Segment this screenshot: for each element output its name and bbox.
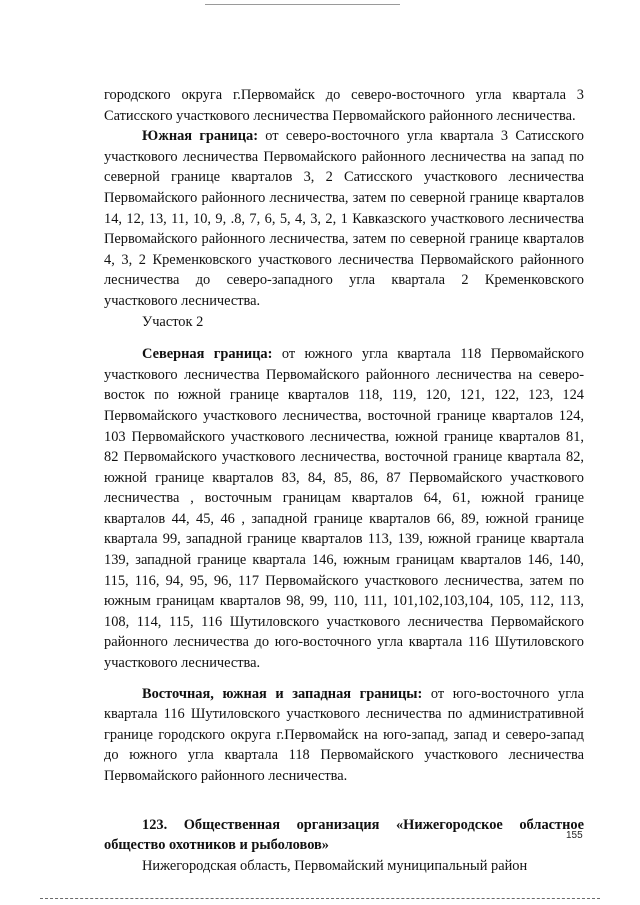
paragraph-east-south-west-borders (104, 684, 584, 787)
organization-heading-text: 123. Общественная организация «Нижегородское областное общество охотников и рыболовов» (104, 816, 584, 854)
paragraph-north-border (104, 344, 584, 674)
paragraph-continuation (104, 85, 584, 126)
paragraph-text: от юго-восточного угла квартала 116 Шутиловского участкового лесничества по административной границе городского округа г.Первомайск на юго-запад, запад и северо-запад до южного угла квартала 118 Первомайского участкового лесничества Первомайского районного лесничества. (104, 685, 584, 784)
bottom-scan-rule (40, 898, 600, 899)
paragraph-region (104, 856, 584, 877)
paragraph-text: от северо-восточного угла квартала 3 Сатисского участкового лесничества Первомайского районного лесничества на запад по северной границе кварталов 3, 2 Сатисского участкового лесничества Первомайского районного лесничества, затем по северной границе кварталов 14, 12, 13, 11, 10, 9, .8, 7, 6, 5, 4, 3, 2, 1 Кавказского участкового лесничества Первомайского районного лесничества, затем по северной границе кварталов 4, 3, 2 Кременковского участкового лесничества Первомайского районного лесничества до северо-западного угла квартала 2 Кременковского участкового лесничества. (104, 128, 584, 309)
document-body (104, 85, 584, 876)
paragraph-text: от южного угла квартала 118 Первомайского участкового лесничества Первомайского районного лесничества на северо-восток по южной границе кварталов 118, 119, 120, 121, 122, 123, 124 Первомайского участкового лесничества, восточной границе кварталов 124, 103 Первомайского участкового лесничества, южной границе кварталов 81, 82 Первомайского участкового лесничества, восточной границе квартала 82, южной границе кварталов 83, 84, 85, 86, 87 Первомайского участкового лесничества , восточным границам кварталов 64, 61, южной границе кварталов 44, 45, 46 , западной границе кварталов 66, 89, южной границе квартала 99, западной границе кварталов 113, 139, южной границе квартала 139, западной границе квартала 146, южным границам кварталов 146, 140, 115, 116, 94, 95, 96, 117 Первомайского участкового лесничества, затем по южным границам кварталов 98, 99, 110, 111, 101,102,103,104, 105, 112, 113, 108, 114, 115, 116 Шутиловского участкового лесничества Первомайского районного лесничества до юго-восточного угла квартала 116 Шутиловского участкового лесничества. (104, 346, 584, 672)
paragraph-south-border (104, 126, 584, 311)
north-border-label: Северная граница: (142, 346, 273, 363)
paragraph-text: Нижегородская область, Первомайский муниципальный район (142, 857, 528, 874)
plot-2-label: Участок 2 (142, 313, 204, 330)
south-border-label: Южная граница: (142, 128, 258, 145)
section-plot-2 (104, 312, 584, 333)
east-south-west-border-label: Восточная, южная и западная границы: (142, 685, 423, 702)
page-number: 155 (566, 830, 583, 841)
paragraph-text: городского округа г.Первомайск до северо-восточного угла квартала 3 Сатисского участкового лесничества Первомайского районного лесничества. (104, 87, 584, 124)
organization-heading (104, 815, 584, 856)
top-scan-rule (205, 4, 400, 5)
